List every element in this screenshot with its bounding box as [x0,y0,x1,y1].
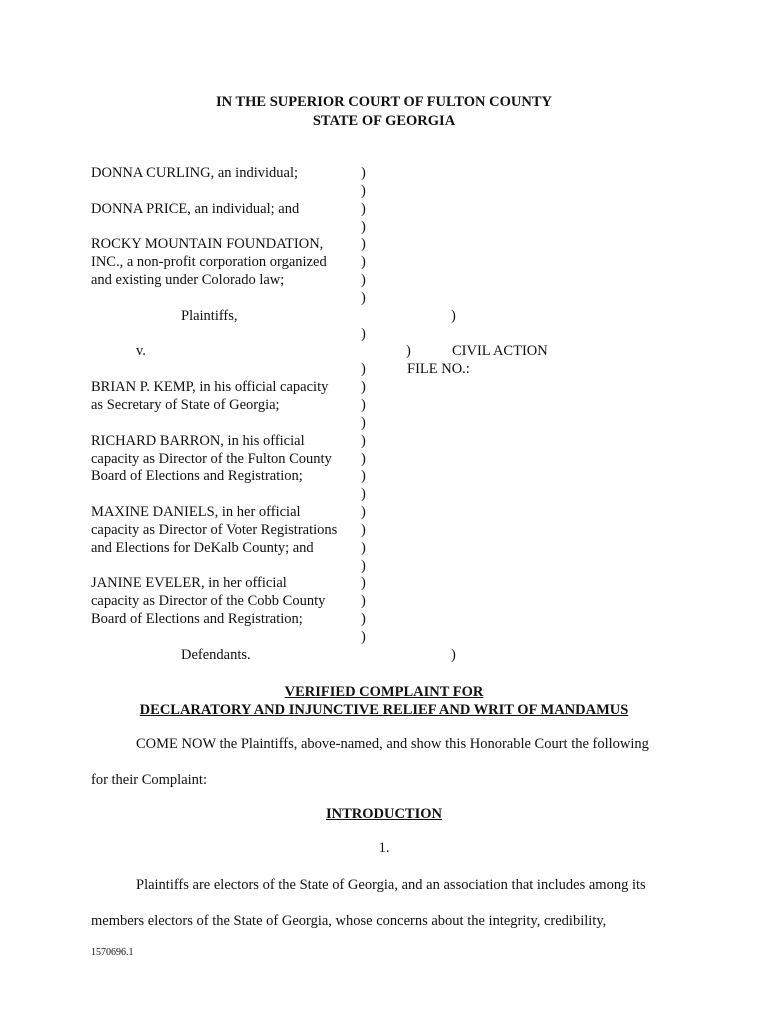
caption-action-text [407,200,607,218]
caption-action-text [407,414,607,432]
caption-party-text [91,485,361,503]
caption-row [91,289,697,307]
caption-party-text: BRIAN P. KEMP, in his official capacity [91,379,329,396]
caption-party-text: RICHARD BARRON, in his official [91,432,305,449]
caption-row [91,235,697,253]
caption-row [91,628,697,646]
caption-party-text: v. [136,343,146,360]
case-caption [91,164,697,664]
opening-line-2: for their Complaint: [91,772,207,788]
complaint-title [0,683,768,719]
caption-action-text [407,539,607,557]
caption-action-text [497,307,697,325]
caption-paren: ) [406,343,411,360]
caption-paren: ) [361,165,366,181]
caption-row [91,414,697,432]
caption-action-text [407,503,607,521]
caption-party-text: INC., a non-profit corporation organized [91,254,327,271]
caption-row [91,200,697,218]
caption-row [91,253,697,271]
caption-action-text [407,325,607,343]
caption-action-text [407,182,607,200]
caption-row [91,271,697,289]
caption-action-text [407,557,607,575]
caption-paren: ) [361,539,366,556]
caption-paren: ) [361,289,366,306]
caption-action-text: FILE NO.: [407,361,470,378]
caption-party-text: capacity as Director of the Fulton County [91,450,332,467]
caption-action-text [497,646,697,664]
caption-party-text: Board of Elections and Registration; [91,468,303,485]
caption-paren: ) [361,200,366,217]
caption-action-text [407,396,607,414]
complaint-title-line-2: DECLARATORY AND INJUNCTIVE RELIEF AND WRIT OF MANDAMUS [139,702,629,718]
caption-paren: ) [361,611,366,628]
caption-action-text [407,628,607,646]
caption-row [91,307,697,325]
intro-line-2: members electors of the State of Georgia, whose concerns about the integrity, credibility, [91,913,607,929]
caption-party-text: Board of Elections and Registration; [91,611,303,628]
caption-paren: ) [361,593,366,610]
caption-paren: ) [361,432,366,449]
caption-party-text: JANINE EVELER, in her official [91,575,287,592]
caption-action-text: CIVIL ACTION [452,343,548,360]
caption-row [91,450,697,468]
caption-row [91,325,697,343]
caption-action-text [407,521,607,539]
caption-row [91,610,697,628]
caption-party-text [91,325,361,343]
caption-paren: ) [361,521,366,538]
caption-action-text [407,485,607,503]
caption-row [91,539,697,557]
caption-row [91,432,697,450]
caption-party-text: as Secretary of State of Georgia; [91,396,280,413]
caption-party-text: capacity as Director of the Cobb County [91,593,326,610]
complaint-title-line-1: VERIFIED COMPLAINT FOR [284,684,484,700]
caption-paren: ) [361,254,366,271]
court-state: STATE OF GEORGIA [312,113,456,129]
caption-paren: ) [361,504,366,521]
caption-paren: ) [361,182,366,199]
caption-party-text [91,182,361,200]
court-name: IN THE SUPERIOR COURT OF FULTON COUNTY [215,94,552,110]
caption-party-text [91,218,361,236]
caption-row [91,467,697,485]
caption-paren: ) [361,325,366,342]
caption-paren: ) [361,628,366,645]
caption-row [91,485,697,503]
introduction-heading: INTRODUCTION [325,806,442,822]
caption-row [91,592,697,610]
caption-action-text [407,432,607,450]
caption-action-text [407,592,607,610]
caption-party-text [91,289,361,307]
caption-party-text: DONNA PRICE, an individual; and [91,200,300,217]
caption-paren: ) [361,236,366,253]
caption-paren: ) [361,396,366,413]
caption-row [91,164,697,182]
caption-party-text: ROCKY MOUNTAIN FOUNDATION, [91,236,324,253]
caption-row [91,646,697,664]
caption-row [91,557,697,575]
court-heading [0,93,768,131]
caption-paren: ) [361,575,366,592]
caption-action-text [407,164,607,182]
caption-party-text: DONNA CURLING, an individual; [91,165,299,181]
caption-paren: ) [361,361,366,378]
caption-party-text [91,628,361,646]
opening-line-1: COME NOW the Plaintiffs, above-named, and show this Honorable Court the following [136,736,649,752]
caption-party-text [91,557,361,575]
caption-party-text: Plaintiffs, [181,307,238,324]
caption-party-text [91,414,361,432]
caption-paren: ) [361,468,366,485]
caption-action-text [407,253,607,271]
caption-action-text [407,235,607,253]
caption-paren: ) [361,450,366,467]
caption-paren: ) [451,646,456,663]
caption-party-text: and Elections for DeKalb County; and [91,539,314,556]
document-id: 1570696.1 [91,947,134,958]
caption-action-text [407,271,607,289]
caption-paren: ) [361,218,366,235]
caption-action-text [407,378,607,396]
caption-party-text: capacity as Director of Voter Registrations [91,521,338,538]
caption-row [91,342,697,360]
caption-row [91,360,697,378]
caption-action-text [407,450,607,468]
caption-action-text [407,218,607,236]
caption-row [91,574,697,592]
caption-action-text [407,574,607,592]
caption-party-text [91,360,361,378]
caption-row [91,218,697,236]
caption-row [91,503,697,521]
caption-paren: ) [451,307,456,324]
caption-party-text: MAXINE DANIELS, in her official [91,504,301,521]
caption-paren: ) [361,486,366,503]
caption-action-text [407,610,607,628]
caption-row [91,378,697,396]
caption-action-text [407,467,607,485]
intro-line-1: Plaintiffs are electors of the State of Georgia, and an association that includes among its [136,877,646,893]
caption-row [91,396,697,414]
caption-paren: ) [361,414,366,431]
caption-paren: ) [361,272,366,289]
caption-party-text: and existing under Colorado law; [91,272,285,289]
caption-row [91,182,697,200]
paragraph-number: 1. [378,840,390,856]
caption-paren: ) [361,379,366,396]
caption-row [91,521,697,539]
caption-action-text [407,289,607,307]
caption-paren: ) [361,557,366,574]
caption-party-text: Defendants. [181,646,251,663]
